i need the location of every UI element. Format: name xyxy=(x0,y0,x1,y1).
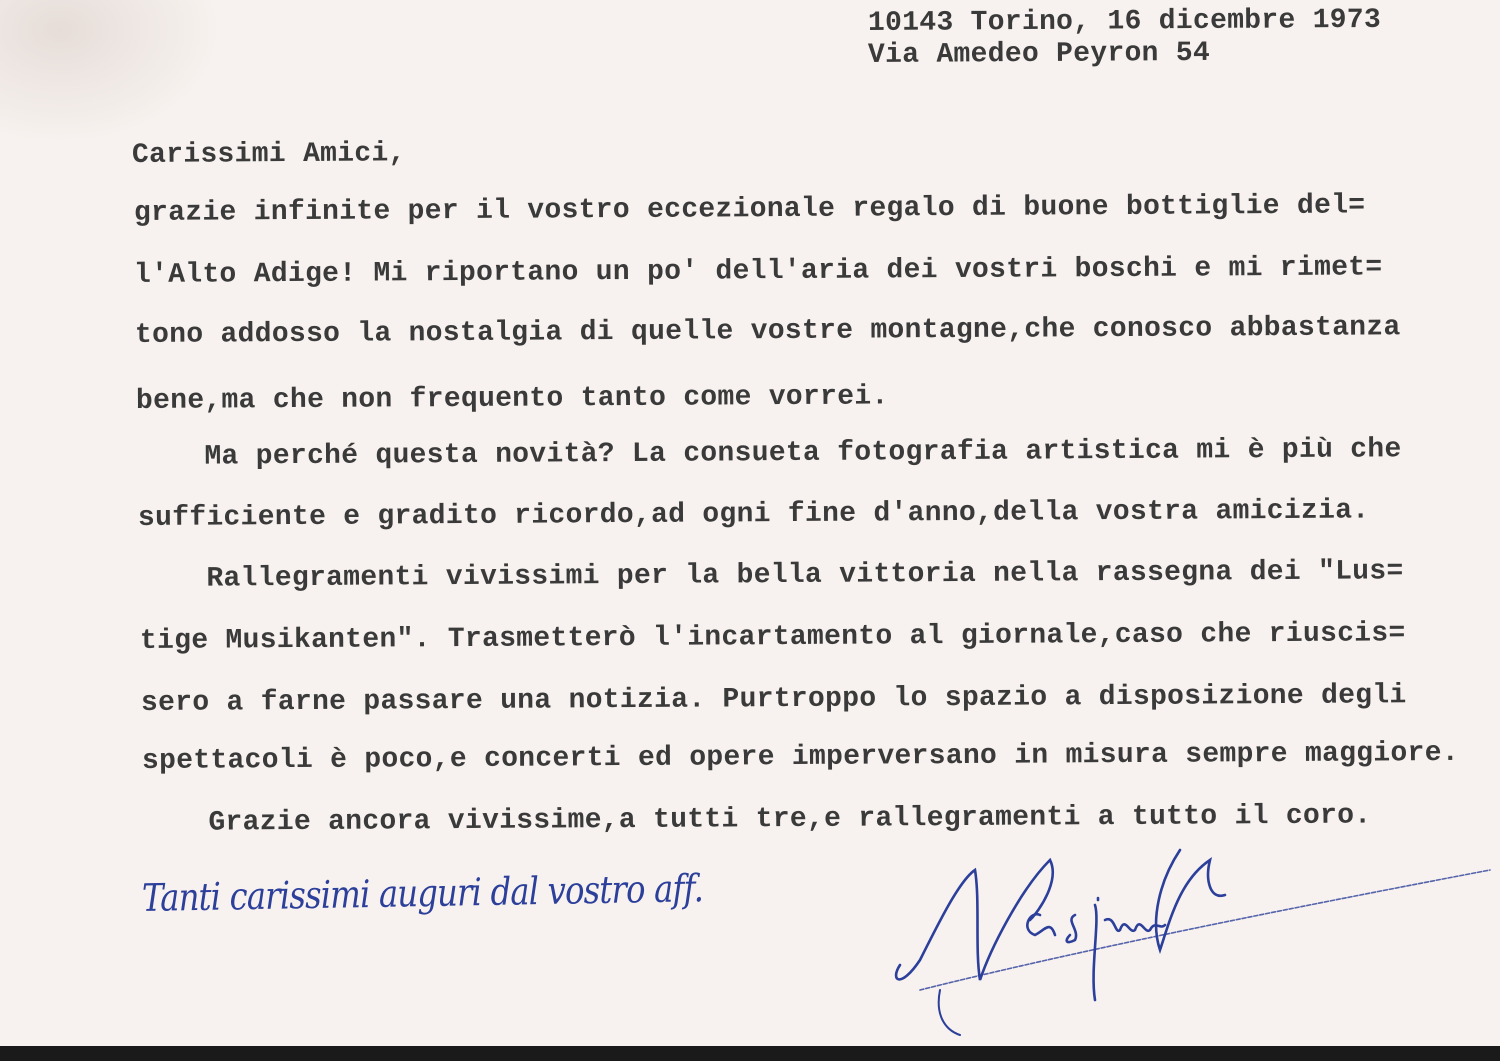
body-line: tige Musikanten". Trasmetterò l'incartamento al giornale,caso che riuscis= xyxy=(139,618,1406,657)
body-line: bene,ma che non frequento tanto come vorrei. xyxy=(135,381,889,417)
place-date: 10143 Torino, 16 dicembre 1973 xyxy=(867,4,1382,39)
signature xyxy=(880,840,1500,1040)
body-line: Grazie ancora vivissime,a tutti tre,e rallegramenti a tutto il coro. xyxy=(139,800,1372,839)
body-line: sufficiente e gradito ricordo,ad ogni fine d'anno,della vostra amicizia. xyxy=(137,495,1370,534)
body-line: grazie infinite per il vostro eccezionale regalo di buone bottiglie del= xyxy=(133,190,1366,229)
body-line: l'Alto Adige! Mi riportano un po' dell'aria dei vostri boschi e mi rimet= xyxy=(133,252,1383,291)
handwritten-note: Tanti carissimi auguri dal vostro aff. xyxy=(141,866,704,920)
address: Via Amedeo Peyron 54 xyxy=(867,37,1211,71)
salutation: Carissimi Amici, xyxy=(131,138,406,171)
body-line: spettacoli è poco,e concerti ed opere imperversano in misura sempre maggiore. xyxy=(141,737,1459,777)
body-line: Rallegramenti vivissimi per la bella vittoria nella rassegna dei "Lus= xyxy=(137,556,1404,595)
body-line: tono addosso la nostalgia di quelle vostre montagne,che conosco abbastanza xyxy=(134,312,1401,351)
body-line: Ma perché questa novità? La consueta fotografia artistica mi è più che xyxy=(135,434,1402,473)
body-line: sero a farne passare una notizia. Purtroppo lo spazio a disposizione degli xyxy=(140,680,1407,719)
